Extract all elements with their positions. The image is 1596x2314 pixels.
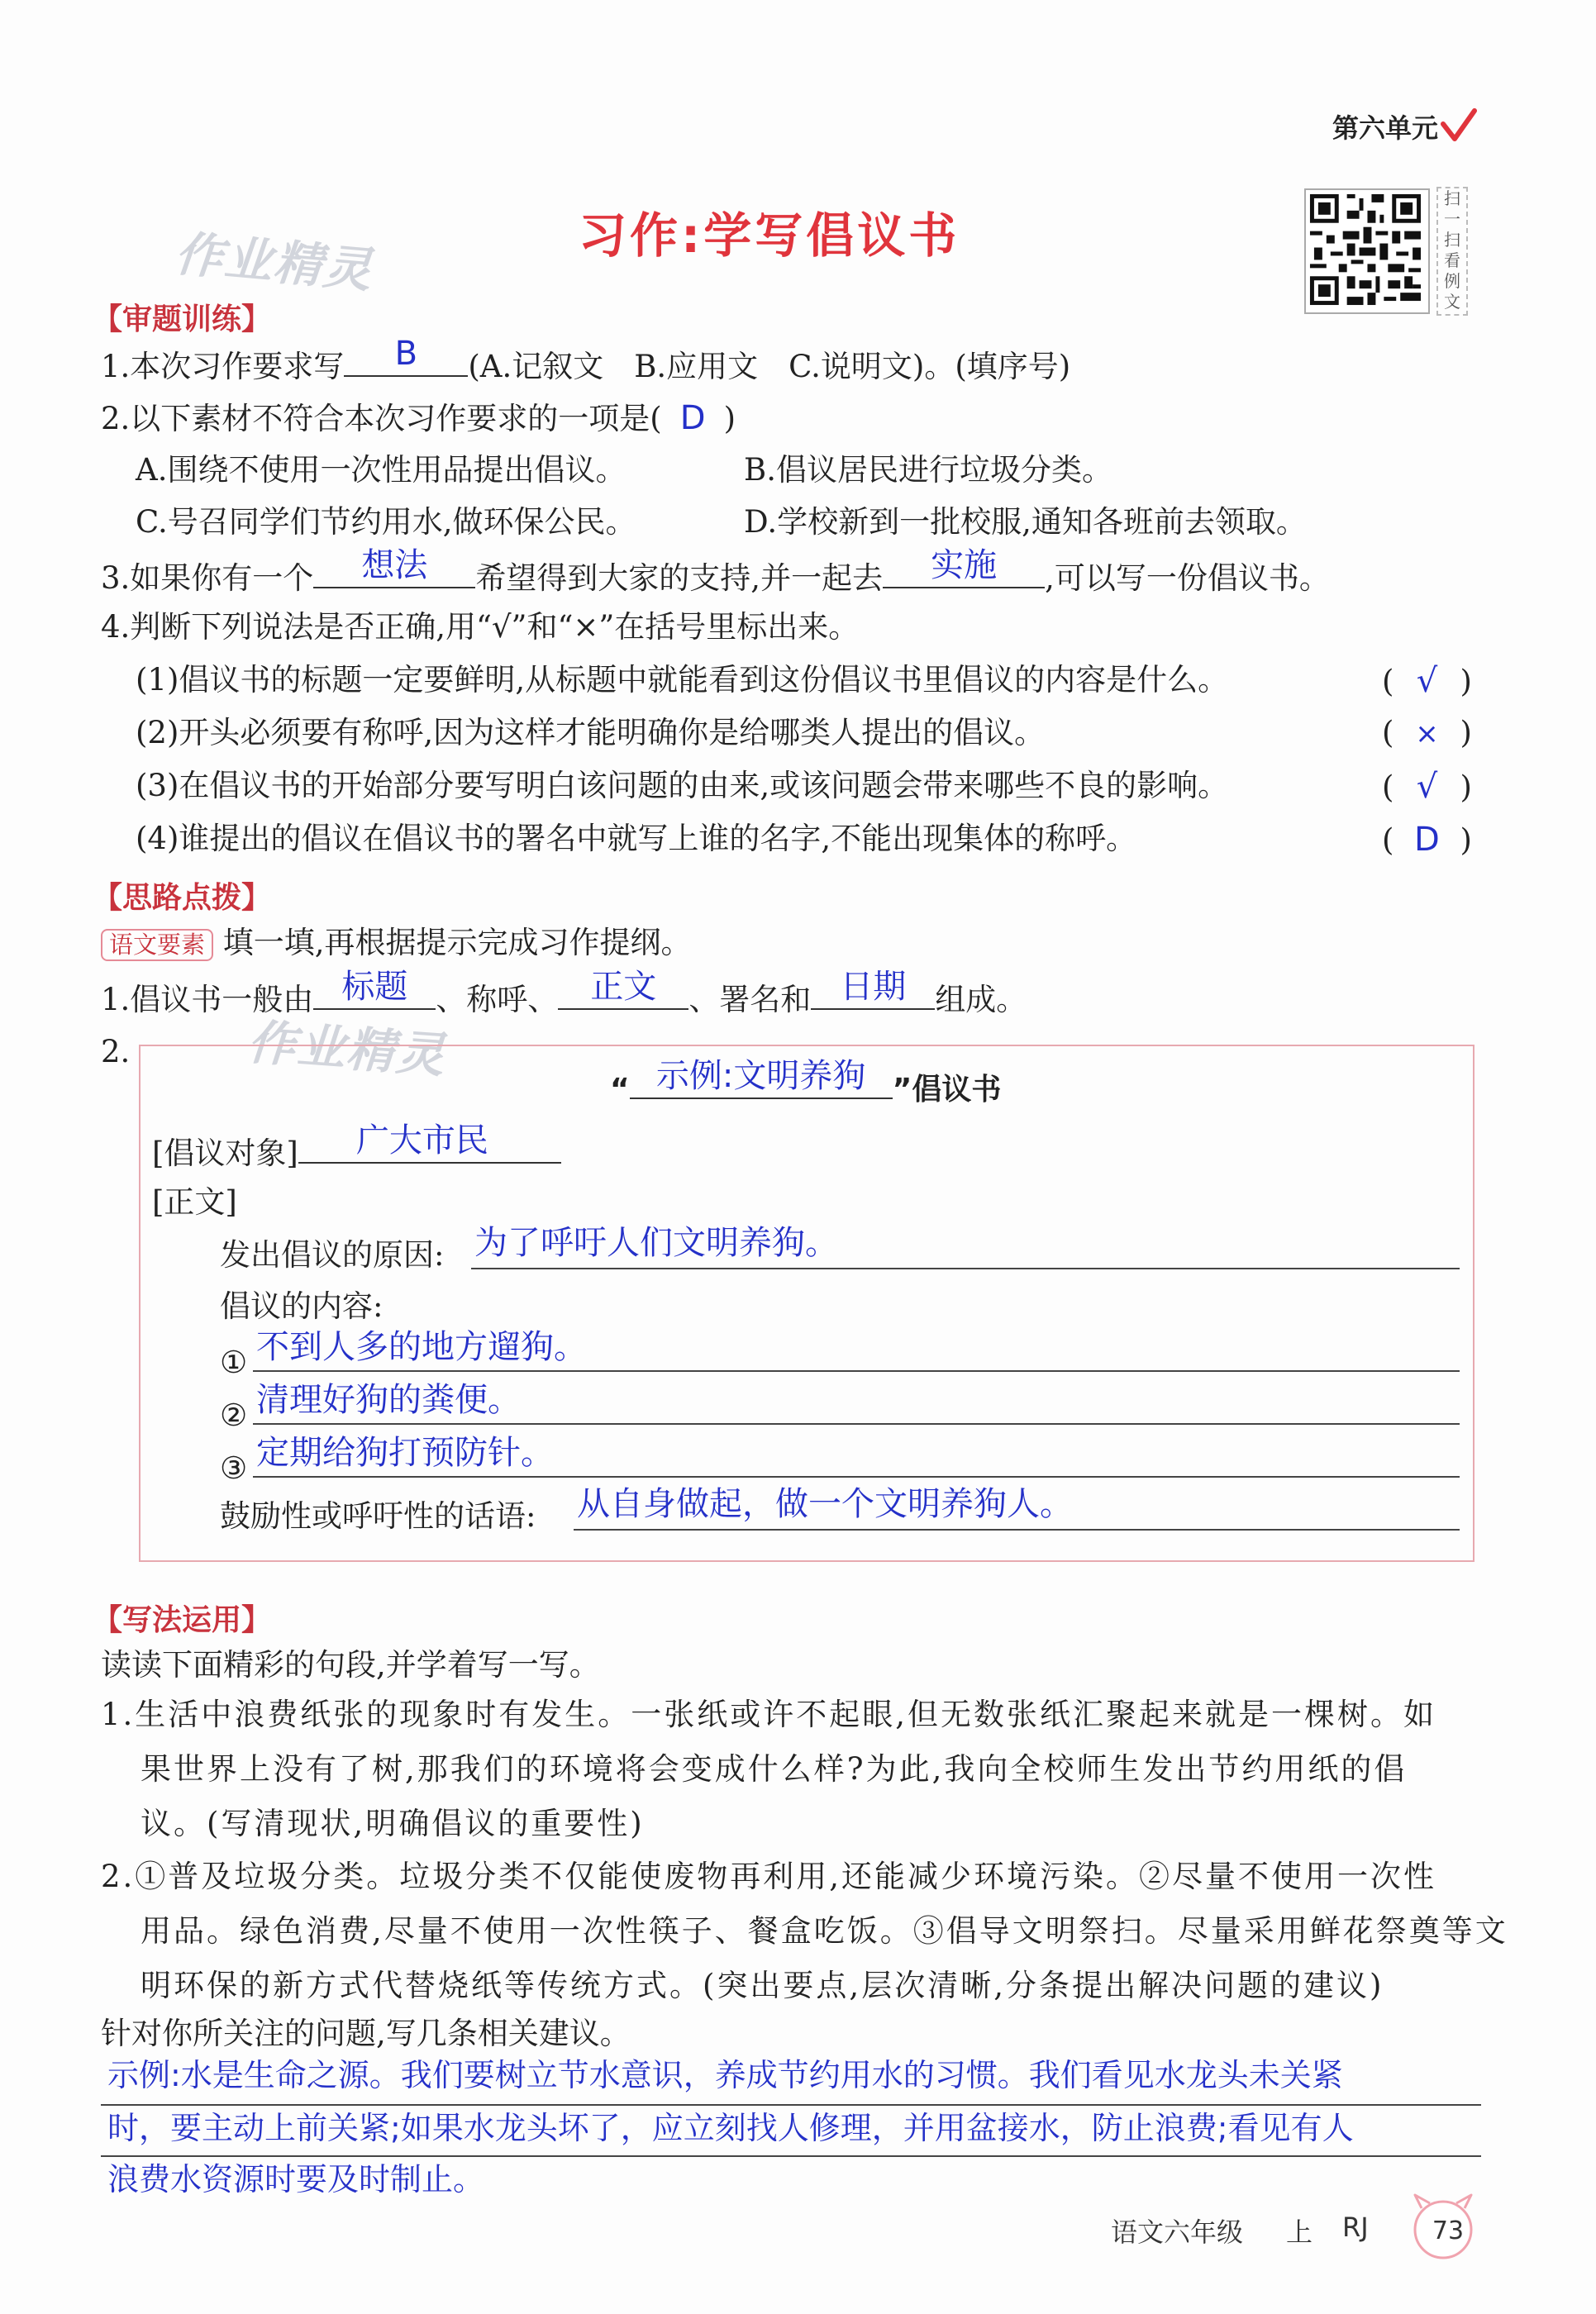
- practice-answer-line-3[interactable]: 浪费水资源时要及时制止。: [107, 2161, 485, 2197]
- answer-blank[interactable]: 广大市民: [298, 1134, 561, 1164]
- answer-line: [574, 1529, 1460, 1531]
- outline-body-label: [正文]: [152, 1184, 237, 1220]
- answer-line: [253, 1423, 1460, 1425]
- outline-encourage-label: 鼓励性或呼吁性的话语:: [220, 1498, 536, 1534]
- content-item-1-number: ①: [220, 1345, 248, 1380]
- content-item-2-answer[interactable]: 清理好狗的粪便。: [256, 1381, 521, 1419]
- question-2: 2.以下素材不符合本次习作要求的一项是( D ): [101, 399, 736, 437]
- thinking-intro: 语文要素 填一填,再根据提示完成习作提纲。: [101, 927, 692, 961]
- answer-blank[interactable]: 正文: [558, 980, 688, 1010]
- content-item-2-number: ②: [220, 1397, 248, 1433]
- answer-blank[interactable]: 日期: [811, 980, 935, 1010]
- answer-line: [101, 2155, 1481, 2157]
- outline-reason-answer[interactable]: 为了呼吁人们文明养狗。: [474, 1224, 838, 1262]
- practice-answer-line-2[interactable]: 时，要主动上前关紧;如果水龙头坏了，应立刻找人修理，并用盆接水，防止浪费;看见有人: [107, 2110, 1354, 2146]
- answer-line: [253, 1370, 1460, 1372]
- judge-item-4: (4)谁提出的倡议在倡议书的署名中就写上谁的名字,不能出现集体的称呼。: [136, 821, 1137, 856]
- answer-blank[interactable]: 实施: [883, 559, 1045, 588]
- content-item-3-number: ③: [220, 1450, 248, 1486]
- question-4: 4.判断下列说法是否正确,用“√”和“×”在括号里标出来。: [101, 609, 860, 645]
- answer-line: [471, 1268, 1460, 1269]
- outline-content-label: 倡议的内容:: [220, 1288, 384, 1324]
- qr-code-icon: [1306, 190, 1425, 309]
- judge-item-3: (3)在倡议书的开始部分要写明白该问题的由来,或该问题会带来哪些不良的影响。: [136, 768, 1229, 803]
- footer-subject: 语文六年级: [1111, 2216, 1244, 2248]
- answer-blank[interactable]: 示例:文明养狗: [630, 1069, 893, 1099]
- option-c: C.号召同学们节约用水,做环保公民。: [136, 504, 636, 540]
- watermark-middle: 作业精灵: [245, 1013, 448, 1084]
- thinking-line-1: 1.倡议书一般由 标题 、称呼、 正文 、署名和 日期 组成。: [101, 968, 1027, 1017]
- judge-bracket-1[interactable]: ( √ ): [1382, 662, 1472, 700]
- question-3: 3.如果你有一个 想法 希望得到大家的支持,并一起去 实施 ,可以写一份倡议书。: [101, 546, 1330, 596]
- outline-encourage-answer[interactable]: 从自身做起，做一个文明养狗人。: [577, 1485, 1073, 1523]
- language-element-tag: 语文要素: [101, 929, 213, 961]
- section-heading-thinking: 【思路点拨】: [93, 881, 272, 915]
- check-mark-icon: [1440, 106, 1478, 147]
- answer-line: [101, 2104, 1481, 2106]
- example-paragraph-2: 2.①普及垃圾分类。垃圾分类不仅能使废物再利用,还能减少环境污染。②尽量不使用一次性 用品。绿色消费,尽量不使用一次性筷子、餐盒吃饭。③倡导文明祭扫。尽量采用鲜花祭奠等文 明环保的新方式代替烧纸等传统方式。(突出要点,层次清晰,分条提出解决问题的建议): [101, 1859, 1508, 2003]
- judge-bracket-3[interactable]: ( √ ): [1382, 768, 1472, 806]
- qr-code[interactable]: [1304, 188, 1430, 314]
- judge-bracket-2[interactable]: ( × ): [1382, 715, 1472, 750]
- unit-label: 第六单元: [1332, 112, 1439, 144]
- practice-intro: 读读下面精彩的句段,并学着写一写。: [101, 1647, 600, 1683]
- answer-line: [253, 1476, 1460, 1478]
- outline-title: “ 示例:文明养狗 ”倡议书: [610, 1057, 1002, 1107]
- scan-hint: 扫 一 扫 看 例 文: [1436, 187, 1468, 316]
- footer-term: 上: [1286, 2216, 1313, 2248]
- watermark-top: 作业精灵: [173, 225, 376, 299]
- thinking-line-2-number: 2.: [101, 1034, 131, 1069]
- content-item-1-answer[interactable]: 不到人多的地方遛狗。: [256, 1328, 587, 1366]
- question-1: 1.本次习作要求写 B (A.记叙文 B.应用文 C.说明文)。(填序号): [101, 335, 1071, 384]
- answer-blank[interactable]: 想法: [313, 559, 475, 588]
- judge-bracket-4[interactable]: ( D ): [1382, 821, 1472, 859]
- option-d: D.学校新到一批校服,通知各班前去领取。: [744, 504, 1307, 540]
- option-a: A.围绕不使用一次性用品提出倡议。: [136, 452, 626, 488]
- content-item-3-answer[interactable]: 定期给狗打预防针。: [256, 1434, 554, 1472]
- section-heading-writing: 【写法运用】: [93, 1603, 272, 1637]
- section-heading-review: 【审题训练】: [93, 302, 272, 336]
- option-b: B.倡议居民进行垃圾分类。: [744, 452, 1112, 488]
- page-number: 73: [1432, 2216, 1465, 2245]
- judge-item-2: (2)开头必须要有称呼,因为这样才能明确你是给哪类人提出的倡议。: [136, 715, 1046, 750]
- practice-answer-line-1[interactable]: 示例:水是生命之源。我们要树立节水意识，养成节约用水的习惯。我们看见水龙头未关紧: [107, 2057, 1343, 2093]
- answer-blank[interactable]: B: [344, 347, 468, 377]
- answer-blank[interactable]: 标题: [313, 980, 436, 1010]
- outline-target: [倡议对象] 广大市民: [152, 1134, 561, 1169]
- outline-reason-label: 发出倡议的原因:: [220, 1237, 445, 1273]
- footer-edition: RJ: [1342, 2212, 1369, 2243]
- practice-task: 针对你所关注的问题,写几条相关建议。: [101, 2016, 631, 2051]
- example-paragraph-1: 1.生活中浪费纸张的现象时有发生。一张纸或许不起眼,但无数张纸汇聚起来就是一棵树。如 果世界上没有了树,那我们的环境将会变成什么样?为此,我向全校师生发出节约用纸的倡 议。(写清现状,明确倡议的重要性): [101, 1697, 1437, 1841]
- judge-item-1: (1)倡议书的标题一定要鲜明,从标题中就能看到这份倡议书里倡议的内容是什么。: [136, 662, 1229, 698]
- answer-choice[interactable]: D: [679, 399, 706, 437]
- page-title: 习作:学写倡议书: [579, 207, 960, 264]
